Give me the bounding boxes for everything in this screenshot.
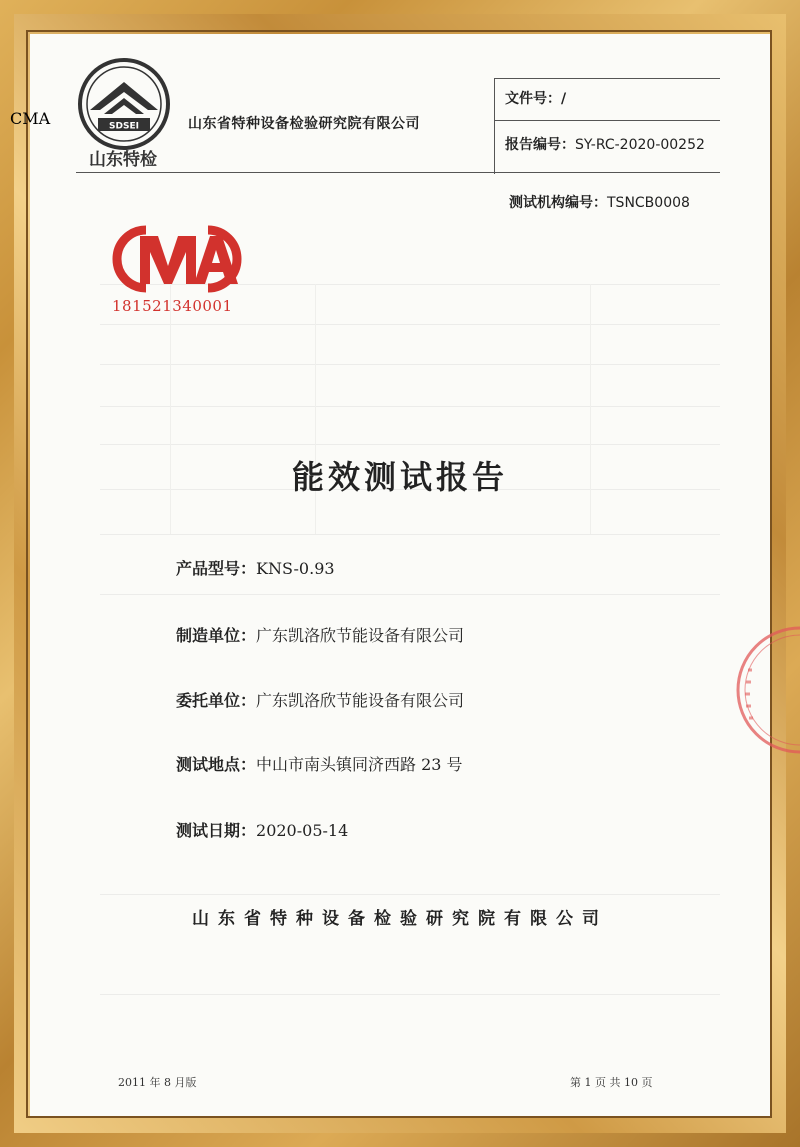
edition-note: 2011 年 8 月版 bbox=[118, 1076, 197, 1089]
report-number-value: SY-RC-2020-00252 bbox=[575, 137, 705, 153]
field-test-date bbox=[176, 818, 348, 841]
cma-number: 181521340001 bbox=[112, 297, 233, 315]
doc-number bbox=[505, 88, 566, 108]
logo-caption: 山东特检 bbox=[89, 150, 157, 170]
lab-number bbox=[509, 192, 690, 212]
field-client bbox=[176, 688, 464, 711]
field-label: 制造单位： bbox=[176, 626, 257, 645]
header-divider bbox=[494, 78, 720, 79]
ghost-line bbox=[100, 406, 720, 407]
ghost-line bbox=[100, 324, 720, 325]
lab-number-value: TSNCB0008 bbox=[607, 195, 690, 211]
field-value: 2020-05-14 bbox=[256, 821, 349, 840]
page-indicator: 第 1 页 共 10 页 bbox=[570, 1076, 653, 1089]
logo-abbr: SDSEI bbox=[109, 121, 139, 132]
field-manufacturer bbox=[176, 623, 464, 646]
header-divider bbox=[494, 78, 495, 174]
field-label: 测试日期： bbox=[176, 821, 257, 840]
field-value: KNS-0.93 bbox=[256, 559, 335, 578]
report-title: 能效测试报告 bbox=[291, 458, 508, 496]
doc-number-value: / bbox=[561, 91, 567, 107]
field-label: 测试地点： bbox=[176, 755, 257, 774]
field-value: 广东凯洛欣节能设备有限公司 bbox=[256, 691, 465, 710]
official-seal-icon bbox=[722, 620, 800, 760]
field-test-location bbox=[176, 752, 463, 775]
ghost-line bbox=[100, 594, 720, 595]
field-value: 中山市南头镇同济西路 23 号 bbox=[256, 755, 463, 774]
ghost-line bbox=[100, 364, 720, 365]
header-divider bbox=[494, 120, 720, 121]
ghost-line bbox=[100, 534, 720, 535]
ghost-line bbox=[100, 894, 720, 895]
ghost-line bbox=[100, 444, 720, 445]
field-product-model bbox=[176, 556, 335, 579]
field-label: 产品型号： bbox=[176, 559, 257, 578]
report-number bbox=[505, 134, 705, 154]
doc-number-label: 文件号： bbox=[505, 91, 561, 107]
ghost-line bbox=[100, 994, 720, 995]
field-label: 委托单位： bbox=[176, 691, 257, 710]
cma-letters: CMA bbox=[10, 109, 51, 128]
issuer-name: 山东省特种设备检验研究院有限公司 bbox=[192, 909, 608, 929]
field-value: 广东凯洛欣节能设备有限公司 bbox=[256, 626, 465, 645]
lab-number-label: 测试机构编号： bbox=[509, 195, 607, 211]
org-name-header: 山东省特种设备检验研究院有限公司 bbox=[188, 116, 420, 132]
report-number-label: 报告编号： bbox=[505, 137, 575, 153]
header-bottom-rule bbox=[76, 172, 720, 173]
